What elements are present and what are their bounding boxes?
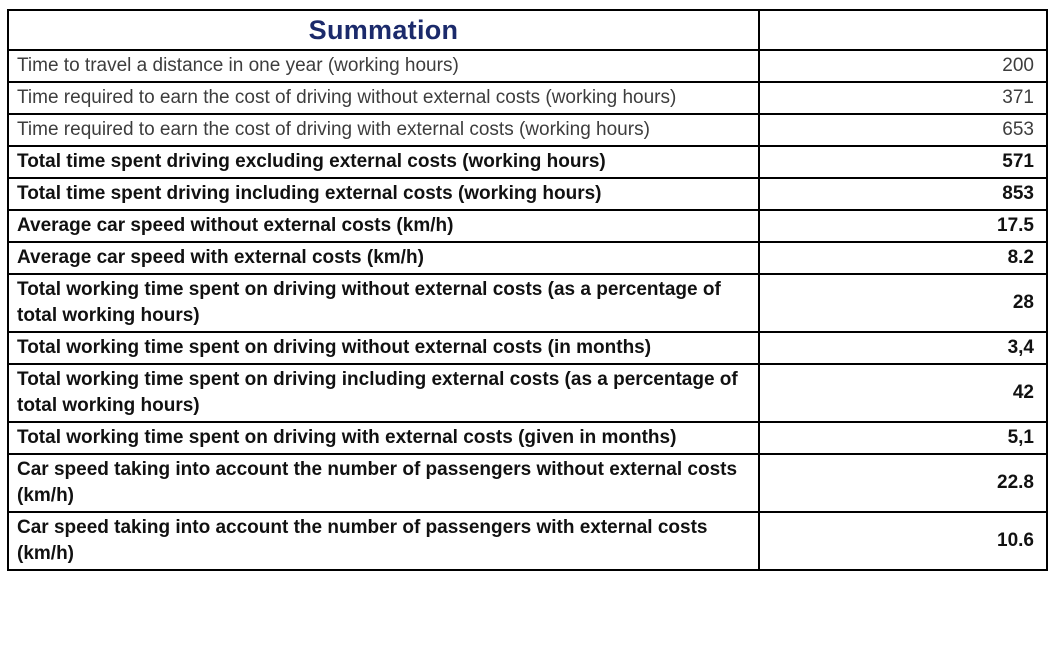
row-value: 10.6 (759, 512, 1047, 570)
table-row (8, 210, 1047, 242)
row-label: Time required to earn the cost of driving with external costs (working hours) (8, 114, 759, 146)
table-row (8, 364, 1047, 422)
row-value: 5,1 (759, 422, 1047, 454)
header-empty-cell (759, 10, 1047, 50)
row-label: Car speed taking into account the number of passengers without external costs (km/h) (8, 454, 759, 512)
row-label: Average car speed without external costs (km/h) (8, 210, 759, 242)
row-value: 200 (759, 50, 1047, 82)
table-row (8, 274, 1047, 332)
row-value: 42 (759, 364, 1047, 422)
row-value: 571 (759, 146, 1047, 178)
table-row (8, 82, 1047, 114)
table-row (8, 332, 1047, 364)
row-value: 22.8 (759, 454, 1047, 512)
row-value: 653 (759, 114, 1047, 146)
row-value: 8.2 (759, 242, 1047, 274)
row-label: Time required to earn the cost of driving without external costs (working hours) (8, 82, 759, 114)
table-row (8, 50, 1047, 82)
table-title: Summation (8, 10, 759, 50)
table-row (8, 178, 1047, 210)
row-label: Total working time spent on driving without external costs (in months) (8, 332, 759, 364)
row-value: 3,4 (759, 332, 1047, 364)
row-label: Total time spent driving including external costs (working hours) (8, 178, 759, 210)
row-label: Total working time spent on driving including external costs (as a percentage of total working hours) (8, 364, 759, 422)
table-row (8, 242, 1047, 274)
summation-table (7, 9, 1048, 571)
row-label: Total working time spent on driving without external costs (as a percentage of total working hours) (8, 274, 759, 332)
table-row (8, 114, 1047, 146)
row-value: 17.5 (759, 210, 1047, 242)
row-value: 28 (759, 274, 1047, 332)
row-label: Average car speed with external costs (km/h) (8, 242, 759, 274)
row-value: 371 (759, 82, 1047, 114)
header-row (8, 10, 1047, 50)
row-label: Total working time spent on driving with external costs (given in months) (8, 422, 759, 454)
row-label: Time to travel a distance in one year (working hours) (8, 50, 759, 82)
row-value: 853 (759, 178, 1047, 210)
table-body (8, 50, 1047, 570)
table-row (8, 512, 1047, 570)
table-row (8, 454, 1047, 512)
table-row (8, 422, 1047, 454)
row-label: Car speed taking into account the number of passengers with external costs (km/h) (8, 512, 759, 570)
row-label: Total time spent driving excluding external costs (working hours) (8, 146, 759, 178)
table-row (8, 146, 1047, 178)
